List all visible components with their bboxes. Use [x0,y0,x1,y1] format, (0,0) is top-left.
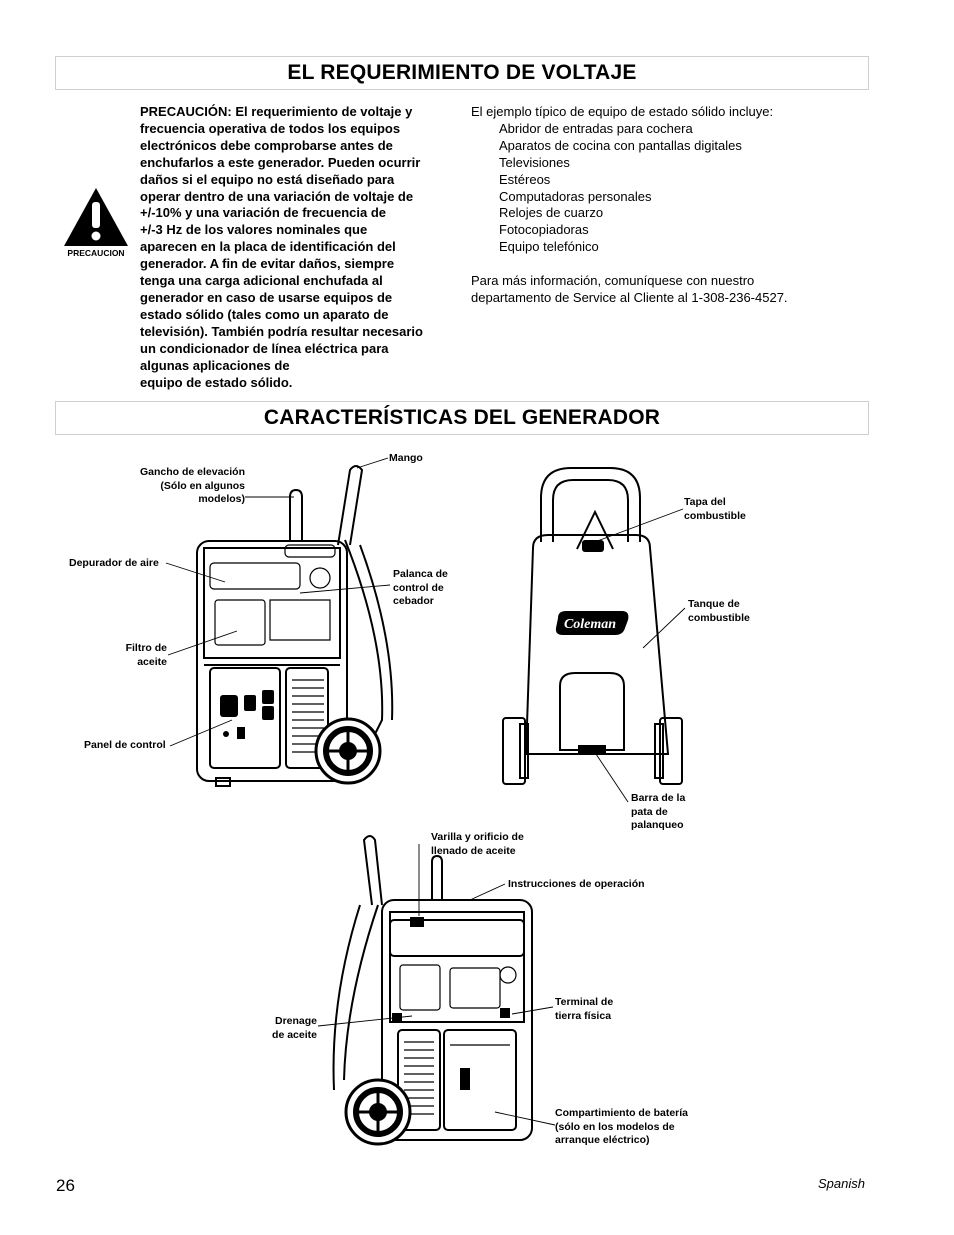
example-item: Aparatos de cocina con pantallas digitales [499,137,742,153]
caution-icon-label: PRECAUCION [67,248,125,258]
label-operating-instructions: Instrucciones de operación [508,878,645,890]
label-fuel-cap: Tapa del combustible [684,496,746,522]
caution-paragraph [140,104,460,391]
label-oil-drain: Drenage de aceite [272,1015,317,1041]
example-item: Estéreos [499,171,551,187]
example-item: Fotocopiadoras [499,222,589,238]
example-item: Relojes de cuarzo [499,205,604,221]
label-leveling-leg: Barra de la pata de palanqueo [631,792,686,831]
label-oil-dipstick: Varilla y orificio de llenado de aceite [431,831,524,857]
example-item: Computadoras personales [499,188,652,204]
label-control-panel: Panel de control [84,739,166,751]
language-label: Spanish [818,1176,865,1191]
examples-intro: El ejemplo típico de equipo de estado sólido incluye: [471,104,774,119]
page-number: 26 [56,1176,75,1195]
label-oil-filter: Filtro de aceite [125,642,167,668]
label-fuel-tank: Tanque de combustible [688,598,750,624]
example-item: Televisiones [499,154,570,170]
label-ground-terminal: Terminal de tierra física [555,996,614,1022]
label-lifting-hook: Gancho de elevación (Sólo en algunos modelos) [139,466,245,505]
voltage-heading: EL REQUERIMIENTO DE VOLTAJE [55,56,869,90]
coleman-logo-text: Coleman [563,617,617,632]
solid-state-examples [471,104,871,307]
customer-service-info: Para más información, comuníquese con nuestro departamento de Service al Cliente al 1-308-236-4527. [471,273,788,305]
label-handle: Mango [389,452,423,464]
label-air-cleaner: Depurador de aire [69,557,159,569]
label-choke-lever: Palanca de control de cebador [393,568,448,607]
caution-text: PRECAUCIÓN: El requerimiento de voltaje y frecuencia operativa de todos los equipos electrónicos debe comprobarse antes de enchufarlos a este generador. Pueden ocurrir daños si el equipo no está diseñado para operar dentro de una variación de voltaje de +/-10% y una variación de frecuencia de +/-3 Hz de los valores nominales que aparecen en la placa de identificación del generador. A fin de evitar daños, siempre tenga una carga adicional enchufada al generador en caso de usarse equipos de estado sólido (tales como un aparato de televisión). También podría resultar necesario un condicionador de línea eléctrica para algunas aplicaciones de equipo de estado sólido. [140,104,423,390]
label-battery-compartment: Compartimiento de batería (sólo en los modelos de arranque eléctrico) [555,1107,689,1146]
example-item: Equipo telefónico [499,239,599,255]
example-item: Abridor de entradas para cochera [499,120,693,136]
generator-rear-illustration [0,820,954,1150]
caution-warning-icon [62,186,130,258]
features-heading: CARACTERÍSTICAS DEL GENERADOR [55,401,869,435]
generator-side-illustration [0,460,954,810]
